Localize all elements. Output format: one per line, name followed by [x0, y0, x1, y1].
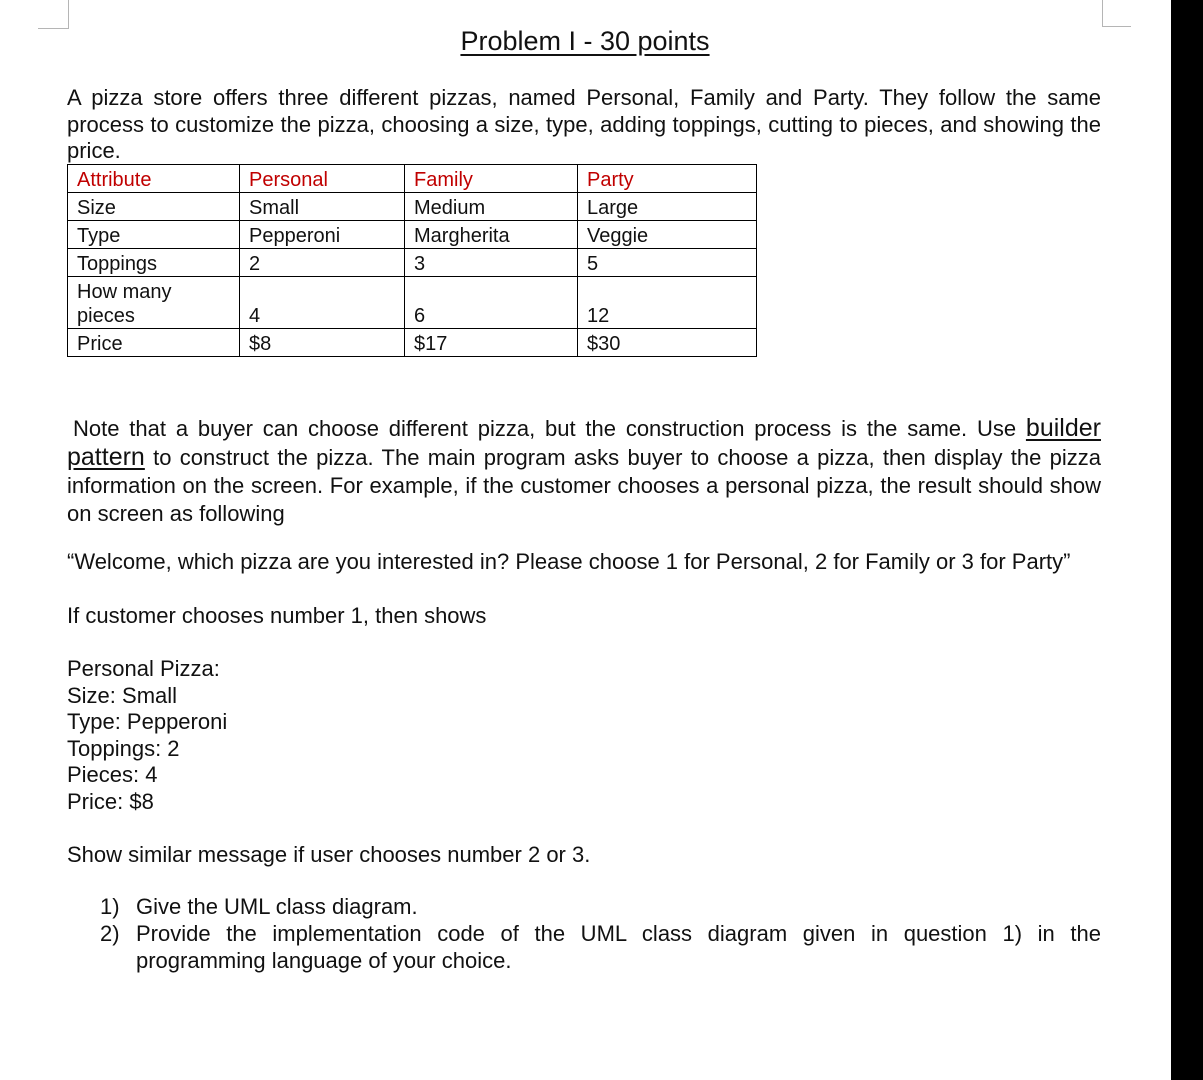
table-cell: Toppings	[68, 249, 240, 277]
intro-paragraph: A pizza store offers three different pizzas, named Personal, Family and Party. They follow the same process to customize the pizza, choosing a size, type, adding toppings, cutting to pieces, and showing the price.	[67, 85, 1101, 163]
window-edge-bar	[1171, 0, 1203, 1080]
sample-output	[67, 656, 227, 815]
note-paragraph	[67, 414, 1101, 528]
question-text: Give the UML class diagram.	[136, 894, 418, 919]
table-header-cell: Family	[405, 165, 578, 193]
question-item	[100, 921, 1101, 974]
table-cell: Small	[240, 193, 405, 221]
table-cell: $30	[578, 329, 757, 357]
pizza-attribute-table	[67, 164, 757, 357]
output-line: Personal Pizza:	[67, 656, 220, 681]
table-cell: Large	[578, 193, 757, 221]
table-header-row	[68, 165, 757, 193]
welcome-prompt: “Welcome, which pizza are you interested in? Please choose 1 for Personal, 2 for Family or 3 for Party”	[67, 549, 1071, 574]
table-header-cell: Attribute	[68, 165, 240, 193]
table-cell: 4	[240, 277, 405, 329]
table-row	[68, 249, 757, 277]
table-cell: Pepperoni	[240, 221, 405, 249]
question-number: 2)	[100, 921, 120, 946]
note-text: to construct the pizza. The main program asks buyer to choose a pizza, then display the pizza information on the screen. For example, if the customer chooses a personal pizza, the result should show on screen as following	[67, 445, 1101, 526]
table-header-cell: Personal	[240, 165, 405, 193]
table-cell: Price	[68, 329, 240, 357]
table-cell: Medium	[405, 193, 578, 221]
question-item	[100, 894, 1101, 921]
table-row	[68, 329, 757, 357]
table-cell: 12	[578, 277, 757, 329]
question-number: 1)	[100, 894, 120, 919]
table-cell: $8	[240, 329, 405, 357]
table-header-cell: Party	[578, 165, 757, 193]
table-row	[68, 221, 757, 249]
table-cell: 2	[240, 249, 405, 277]
table-cell: 6	[405, 277, 578, 329]
table-row	[68, 277, 757, 329]
output-line: Toppings: 2	[67, 735, 180, 761]
crop-mark-top-right	[1102, 0, 1131, 27]
table-cell: How many pieces	[68, 277, 240, 329]
table-cell: Margherita	[405, 221, 578, 249]
similar-message-line: Show similar message if user chooses number 2 or 3.	[67, 842, 591, 867]
if-choice-line: If customer chooses number 1, then shows	[67, 603, 487, 628]
table-cell: Size	[68, 193, 240, 221]
table-cell: Veggie	[578, 221, 757, 249]
page-title: Problem I - 30 points	[460, 26, 710, 56]
question-text: Provide the implementation code of the UML class diagram given in question 1) in the programming language of your choice.	[136, 921, 1101, 973]
output-line: Size: Small	[67, 682, 178, 708]
output-line: Price: $8	[67, 788, 154, 814]
table-cell: 3	[405, 249, 578, 277]
note-text: Note that a buyer can choose different pizza, but the construction process is the same. Use	[73, 416, 1017, 441]
table-cell: $17	[405, 329, 578, 357]
builder-pattern-keyword: builder pattern	[67, 414, 1101, 471]
table-cell: Type	[68, 221, 240, 249]
output-line: Type: Pepperoni	[67, 709, 228, 734]
table-row	[68, 193, 757, 221]
output-line: Pieces: 4	[67, 762, 158, 787]
table-cell: 5	[578, 249, 757, 277]
crop-mark-top-left	[38, 0, 69, 29]
